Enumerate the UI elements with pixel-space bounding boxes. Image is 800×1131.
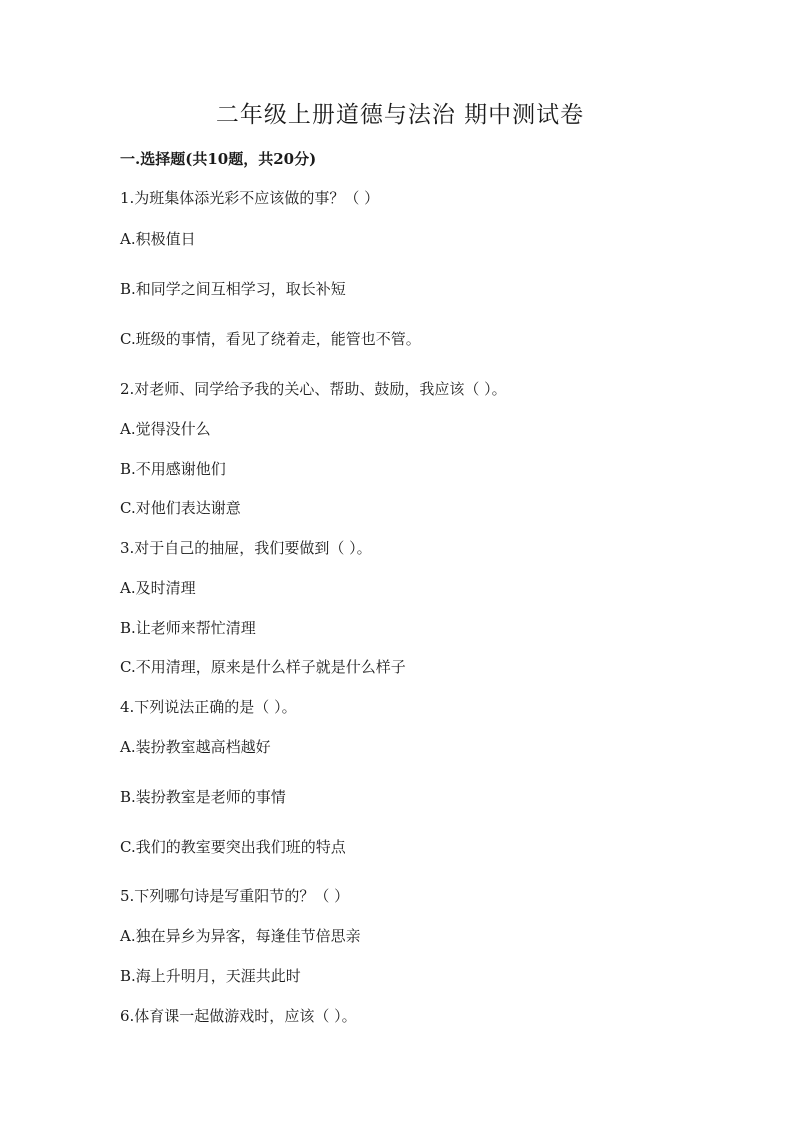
page-title: 二年级上册道德与法治 期中测试卷 bbox=[215, 102, 585, 128]
question-5: 5.下列哪句诗是写重阳节的？（ ） bbox=[120, 887, 350, 905]
option-3b: B.让老师来帮忙清理 bbox=[120, 619, 256, 637]
option-3a: A.及时清理 bbox=[120, 579, 196, 597]
option-5b: B.海上升明月，天涯共此时 bbox=[120, 967, 301, 985]
question-6: 6.体育课一起做游戏时，应该（ ）。 bbox=[120, 1007, 357, 1025]
option-4a: A.装扮教室越高档越好 bbox=[120, 738, 271, 756]
option-2a: A.觉得没什么 bbox=[120, 420, 211, 438]
question-3: 3.对于自己的抽屉，我们要做到（ ）。 bbox=[120, 539, 372, 557]
question-4: 4.下列说法正确的是（ ）。 bbox=[120, 698, 297, 716]
option-4b: B.装扮教室是老师的事情 bbox=[120, 788, 286, 806]
question-1: 1.为班集体添光彩不应该做的事？（ ） bbox=[120, 189, 380, 207]
option-1a: A.积极值日 bbox=[120, 230, 196, 248]
option-3c: C.不用清理，原来是什么样子就是什么样子 bbox=[120, 658, 406, 676]
option-2c: C.对他们表达谢意 bbox=[120, 499, 241, 517]
option-5a: A.独在异乡为异客，每逢佳节倍思亲 bbox=[120, 927, 361, 945]
option-1c: C.班级的事情，看见了绕着走，能管也不管。 bbox=[120, 330, 421, 348]
option-2b: B.不用感谢他们 bbox=[120, 460, 226, 478]
option-1b: B.和同学之间互相学习，取长补短 bbox=[120, 280, 346, 298]
question-2: 2.对老师、同学给予我的关心、帮助、鼓励，我应该（ ）。 bbox=[120, 380, 507, 398]
section-heading: 一.选择题(共10题，共20分) bbox=[120, 150, 317, 168]
option-4c: C.我们的教室要突出我们班的特点 bbox=[120, 838, 346, 856]
